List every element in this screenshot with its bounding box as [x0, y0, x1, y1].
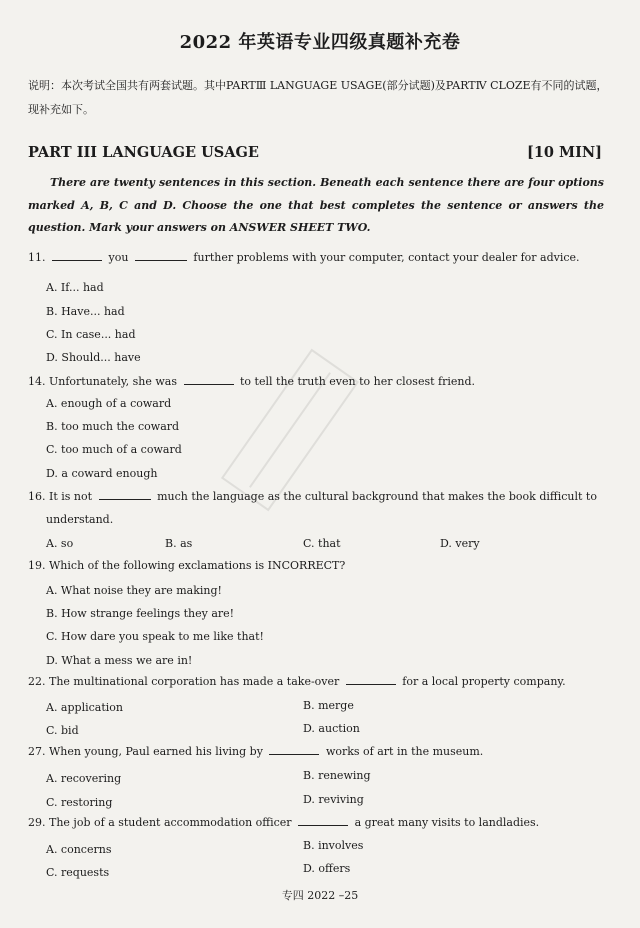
option: D. a coward enough	[46, 467, 158, 480]
question-stem-cont: understand.	[46, 513, 114, 526]
option: D. What a mess we are in!	[46, 654, 193, 667]
notice-text: 说明：本次考试全国共有两套试题。其中PARTⅢ LANGUAGE USAGE(部分试题)及PARTⅣ CLOZE有不同的试题，现补充如下。	[28, 79, 608, 116]
answer-blank	[52, 251, 102, 261]
question-27	[28, 740, 604, 763]
answer-blank	[99, 490, 151, 500]
question-14	[28, 370, 604, 393]
option: B. too much the coward	[46, 420, 180, 433]
stem-text: a great many visits to landladies.	[354, 816, 540, 829]
answer-blank	[298, 816, 348, 826]
question-16	[28, 485, 604, 531]
stem-text: When young, Paul earned his living by	[49, 745, 263, 758]
option: C. bid	[46, 724, 79, 737]
stem-text: It is not	[49, 490, 93, 503]
option: C. In case... had	[46, 328, 136, 341]
option: A. What noise they are making!	[46, 584, 222, 597]
option: C. requests	[46, 866, 110, 879]
option: B. Have... had	[46, 305, 125, 318]
question-29	[28, 811, 604, 834]
option: B. How strange feelings they are!	[46, 607, 235, 620]
question-number: 27.	[28, 745, 46, 758]
part-time: [10 MIN]	[526, 144, 602, 161]
option: A. If... had	[46, 281, 104, 294]
stem-text: The multinational corporation has made a take-over	[49, 675, 340, 688]
answer-blank	[135, 251, 187, 261]
page-footer: 专四 2022 –25	[281, 889, 359, 902]
stem-text: Which of the following exclamations is INCORRECT?	[49, 559, 346, 572]
option: C. too much of a coward	[46, 443, 182, 456]
stem-text: you	[108, 251, 129, 264]
answer-blank	[346, 675, 396, 685]
option: A. so	[46, 537, 74, 550]
question-stem	[28, 670, 604, 693]
option: B. merge	[303, 699, 354, 712]
stem-text: much the language as the cultural background that makes the book difficult to	[157, 490, 597, 503]
question-number: 16.	[28, 490, 46, 503]
option: A. concerns	[46, 843, 112, 856]
option: C. that	[303, 537, 341, 550]
stem-text: further problems with your computer, contact your dealer for advice.	[193, 251, 580, 264]
question-11	[28, 246, 604, 269]
question-22	[28, 670, 604, 693]
question-stem	[28, 740, 604, 763]
question-number: 19.	[28, 559, 46, 572]
option: D. auction	[303, 722, 360, 735]
option: B. renewing	[303, 769, 371, 782]
stem-text: for a local property company.	[402, 675, 566, 688]
stem-text: The job of a student accommodation officer	[49, 816, 292, 829]
question-number: 22.	[28, 675, 46, 688]
question-stem	[28, 485, 604, 508]
option: A. recovering	[46, 772, 122, 785]
question-stem	[28, 554, 604, 577]
page-title: 2022 年英语专业四级真题补充卷	[179, 32, 461, 53]
question-stem	[28, 246, 604, 269]
stem-text: to tell the truth even to her closest friend.	[240, 375, 475, 388]
question-number: 29.	[28, 816, 46, 829]
option: B. as	[165, 537, 193, 550]
option: A. enough of a coward	[46, 397, 172, 410]
option: C. restoring	[46, 796, 113, 809]
part-heading	[28, 144, 602, 161]
instructions: There are twenty sentences in this section. Beneath each sentence there are four options marked A, B, C and D. Choose the one that best completes the sentence or answers the question. Mark your answers on ANSWER SHEET TWO.	[28, 176, 604, 234]
stem-text: works of art in the museum.	[325, 745, 484, 758]
question-number: 11.	[28, 251, 46, 264]
option: B. involves	[303, 839, 364, 852]
question-stem	[28, 370, 604, 393]
answer-blank	[269, 745, 319, 755]
option: D. Should... have	[46, 351, 141, 364]
option: C. How dare you speak to me like that!	[46, 630, 264, 643]
option: D. offers	[303, 862, 351, 875]
question-number: 14.	[28, 375, 46, 388]
question-19	[28, 554, 604, 577]
option: D. very	[440, 537, 480, 550]
question-stem	[28, 811, 604, 834]
stem-text: Unfortunately, she was	[49, 375, 178, 388]
answer-blank	[184, 375, 234, 385]
option: D. reviving	[303, 793, 364, 806]
part-title: PART III LANGUAGE USAGE	[28, 144, 259, 161]
option: A. application	[46, 701, 123, 714]
